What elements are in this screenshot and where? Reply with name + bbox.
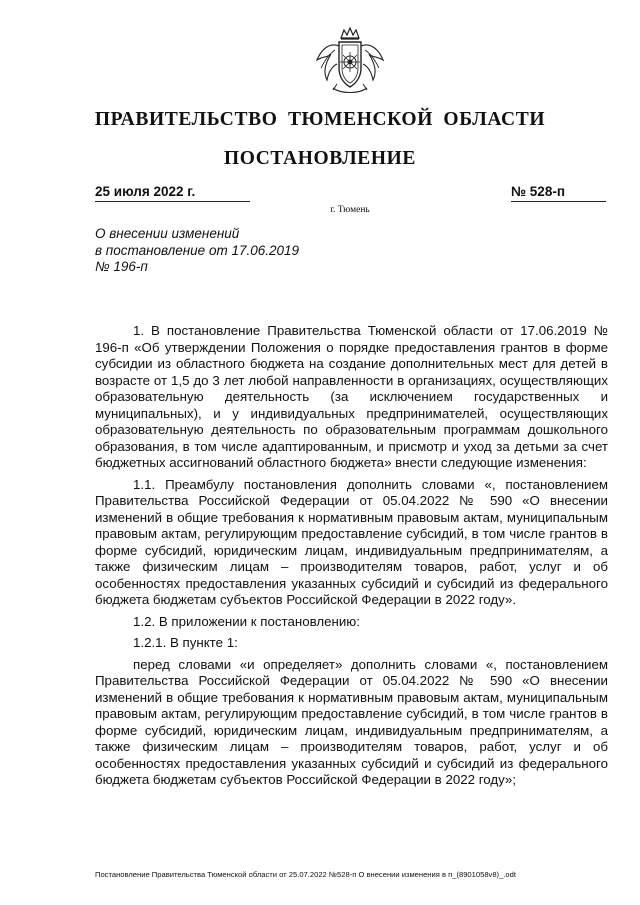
document-number: № 528-п [511,184,606,202]
document-body [95,323,608,794]
document-city: г. Тюмень [330,205,370,215]
subject-line: № 196-п [95,259,148,274]
document-subject [95,226,355,276]
body-paragraph: перед словами «и определяет» дополнить словами «, постановлением Правительства Российской Федерации от 05.04.2022 № 590 «О внесении изменений в общие требования к нормативным правовым актам, муниципальным правовым актам, регулирующим предоставление субсидий, в том числе грантов в форме субсидий, юридическим лицам, индивидуальным предпринимателям, а также физическим лицам – производителям товаров, работ, услуг и об особенностях предоставления указанных субсидий и субсидий из федерального бюджета бюджетам субъектов Российской Федерации в 2022 году»; [95,656,608,787]
subject-line: в постановление от 17.06.2019 [95,242,300,258]
body-paragraph: 1.1. Преамбулу постановления дополнить словами «, постановлением Правительства Российской Федерации от 05.04.2022 № 590 «О внесении изменений в общие требования к нормативным правовым актам, муниципальным правовым актам, регулирующим предоставление субсидий, в том числе грантов в форме субсидий, юридическим лицам, индивидуальным предпринимателям, а также физическим лицам – производителям товаров, работ, услуг и об особенностях предоставления указанных субсидий и субсидий из федерального бюджета бюджетам субъектов Российской Федерации в 2022 году». [95,476,608,607]
body-paragraph: 1.2. В приложении к постановлению: [133,613,360,629]
document-type-title: ПОСТАНОВЛЕНИЕ [223,148,417,169]
subject-line: О внесении изменений [95,226,240,241]
document-date: 25 июля 2022 г. [95,184,250,202]
body-paragraph: 1. В постановление Правительства Тюменской области от 17.06.2019 № 196-п «Об утверждении Положения о порядке предоставления грантов в форме субсидии из областного бюджета на создание дополнительных мест для детей в возрасте от 1,5 до 3 лет любой направленности в организациях, осуществляющих образовательную деятельность (за исключением государственных и муниципальных), и у индивидуальных предпринимателей, осуществляющих образовательную деятельность по образовательным программам дошкольного образования, в том числе адаптированным, и присмотр и уход за детьми за счет бюджетных ассигнований областного бюджета» внести следующие изменения: [95,323,608,470]
coat-of-arms-icon [311,24,389,100]
body-paragraph: 1.2.1. В пункте 1: [133,635,238,650]
government-title: ПРАВИТЕЛЬСТВО ТЮМЕНСКОЙ ОБЛАСТИ [94,109,546,130]
document-footer: Постановление Правительства Тюменской области от 25.07.2022 №528-п О внесении изменения в п_(8901058v8)_.odt [95,870,516,879]
